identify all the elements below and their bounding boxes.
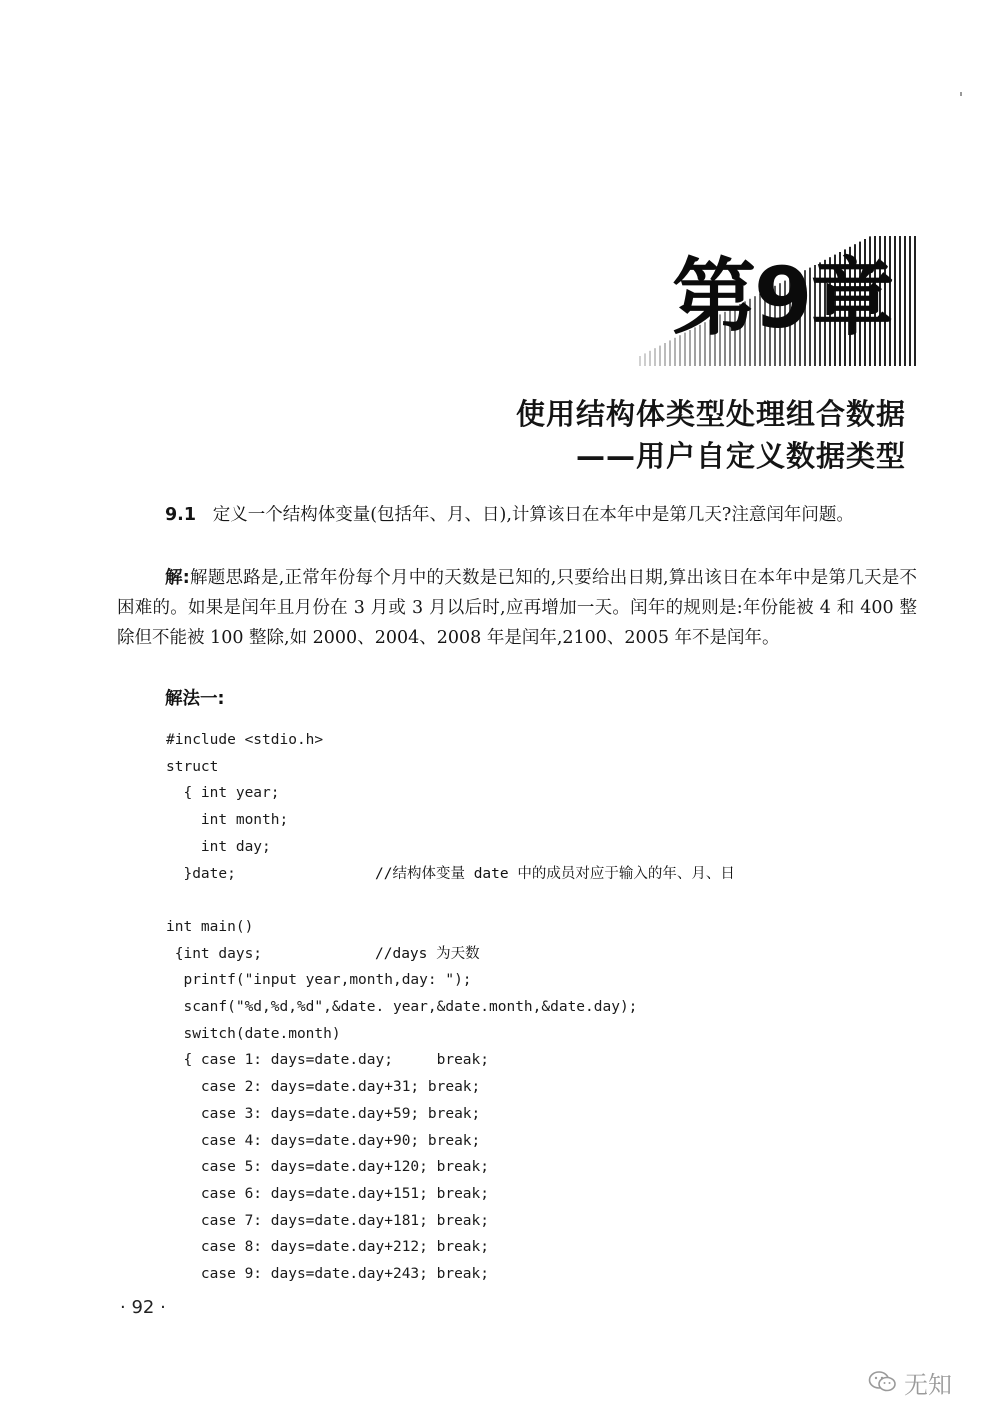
exercise-question [117, 500, 917, 530]
scan-speck [960, 92, 962, 96]
code-line: { case 1: days=date.day; break; [166, 1052, 490, 1068]
code-line: case 2: days=date.day+31; break; [166, 1079, 481, 1095]
code-line: case 8: days=date.day+212; break; [166, 1239, 490, 1255]
code-comment-struct: //结构体变量 date 中的成员对应于输入的年、月、日 [375, 866, 735, 882]
watermark [868, 1362, 978, 1402]
wechat-icon [868, 1369, 898, 1395]
code-line: { int year; [166, 785, 280, 801]
chapter-title: 第9章 [672, 249, 893, 347]
exercise-answer [117, 563, 917, 653]
watermark-text: 无知 [904, 1370, 952, 1399]
code-line: int month; [166, 812, 289, 828]
method-label: 解法一: [165, 689, 225, 709]
code-line: int main() [166, 919, 254, 935]
code-line: case 9: days=date.day+243; break; [166, 1266, 490, 1282]
answer-text: 解题思路是,正常年份每个月中的天数是已知的,只要给出日期,算出该日在本年中是第几天是不困难的。如果是闰年且月份在 3 月或 3 月以后时,应再增加一天。闰年的规则是:年份能被 4 和 400 整除但不能被 100 整除,如 2000、2004、2008 年是闰年,2100、2005 年不是闰年。 [117, 568, 918, 648]
chapter-subtitle-line1: 使用结构体类型处理组合数据 [515, 397, 906, 431]
code-line: case 4: days=date.day+90; break; [166, 1133, 481, 1149]
code-line: }date; [166, 866, 236, 882]
code-line: struct [166, 759, 219, 775]
code-line: case 6: days=date.day+151; break; [166, 1186, 490, 1202]
page-number: · 92 · [120, 1297, 166, 1318]
code-line: #include <stdio.h> [166, 732, 324, 748]
code-line: int day; [166, 839, 271, 855]
exercise-number: 9.1 [165, 505, 197, 525]
code-line: case 5: days=date.day+120; break; [166, 1159, 490, 1175]
code-line: scanf("%d,%d,%d",&date. year,&date.month,&date.day); [166, 999, 638, 1015]
code-line: switch(date.month) [166, 1026, 341, 1042]
code-line: {int days; [166, 946, 263, 962]
code-comment-days: //days 为天数 [375, 946, 480, 962]
code-line: case 7: days=date.day+181; break; [166, 1213, 490, 1229]
chapter-subtitle-line2: ——用户自定义数据类型 [575, 439, 906, 473]
code-line: printf("input year,month,day: "); [166, 972, 472, 988]
code-line: case 3: days=date.day+59; break; [166, 1106, 481, 1122]
answer-label: 解: [165, 568, 190, 588]
exercise-question-text: 定义一个结构体变量(包括年、月、日),计算该日在本年中是第几天?注意闰年问题。 [212, 505, 854, 525]
